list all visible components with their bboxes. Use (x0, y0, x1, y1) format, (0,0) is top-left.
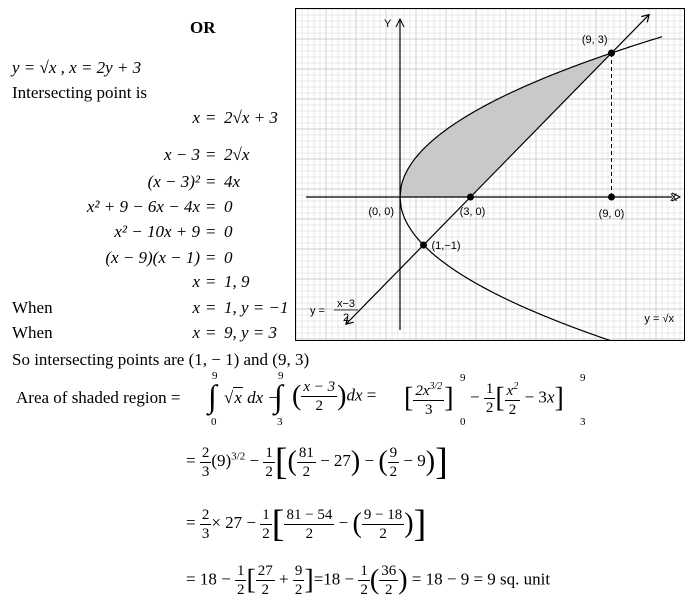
integral-sign-1: ∫ (208, 378, 217, 414)
given-equations: y = √x , x = 2y + 3 (12, 58, 142, 77)
graph-panel (295, 8, 685, 341)
area-step-3: = $\frac{2}{3}$ × 27 − $\frac{1}{2}$ [ $\frac{81 - 54}{2}$ − ( $\frac{9 - 18}{2}$ )] (186, 503, 427, 545)
when-equals: = (206, 298, 216, 317)
area-label: Area of shaded region = (16, 388, 181, 407)
step-equals: = (206, 222, 216, 241)
intersection-point (608, 194, 615, 201)
area-step-2: = $\frac{2}{3}$ $(9)^{3/2}$ − $\frac{1}{2}$ [( $\frac{81}{2}$ − 27) − ( $\frac{9}{2}$ − 9)] (186, 441, 448, 483)
step-lhs: x² + 9 − 6x − 4x (86, 197, 200, 216)
point-label-3-0: (3, 0) (459, 206, 486, 218)
final-answer: = 18 − 9 = 9 sq. unit (411, 569, 551, 589)
step-rhs: 0 (224, 248, 233, 267)
line-label-prefix: y = (310, 305, 325, 317)
point-label-9-0: (9, 0) (598, 208, 625, 220)
line-label-denominator: 2 (342, 312, 350, 324)
line-label-numerator: x−3 (336, 298, 356, 310)
graph-svg (296, 9, 684, 340)
step-equals: = (206, 248, 216, 267)
when-rhs: 9, y = 3 (224, 323, 278, 342)
curve-label: y = √x (644, 313, 674, 325)
area-label-text: Area of shaded region (16, 388, 167, 407)
point-label-9-3: (9, 3) (581, 34, 608, 46)
step-equals: = (206, 145, 216, 164)
step-rhs: 1, 9 (224, 272, 250, 291)
intersection-point (420, 242, 427, 249)
when-lhs: x (192, 298, 200, 317)
step-rhs: 0 (224, 197, 233, 216)
step-rhs: 2√x + 3 (224, 108, 278, 127)
step-rhs: 2√x (224, 145, 250, 164)
area-integral-expression: ∫ 9 0 √x dx − ∫ 9 3 ( $\frac{x - 3}{2}$ )dx = [ $\frac{2x^{3/2}}{3}$ ] 9 0 − $\frac{1}{2}$ [ $\frac{x^2}{2}$ − 3x] 9 3 (208, 370, 586, 428)
step-lhs: x² − 10x + 9 (114, 222, 200, 241)
intersection-point (467, 194, 474, 201)
intersection-conclusion: So intersecting points are (1, − 1) and (9, 3) (12, 350, 310, 369)
step-lhs: (x − 3)² (147, 172, 200, 191)
step-lhs: x − 3 (163, 145, 200, 164)
when-label: When (12, 298, 53, 317)
step-lhs: x (192, 108, 200, 127)
intersect-intro: Intersecting point is (12, 83, 148, 102)
when-equals: = (206, 323, 216, 342)
y-axis-label: Y (384, 18, 392, 30)
when-label: When (12, 323, 53, 342)
step-equals: = (206, 197, 216, 216)
intersection-point (608, 50, 615, 57)
step-equals: = (206, 172, 216, 191)
step-equals: = (206, 108, 216, 127)
line-x-minus-3-over-2 (346, 15, 649, 325)
step-equals: = (206, 272, 216, 291)
x-axis-label: X (670, 192, 678, 204)
point-label-0-0: (0, 0) (368, 206, 394, 218)
area-step-4: = 18 − $\frac{1}{2}$ [ $\frac{27}{2}$ + $\frac{9}{2}$ ]=18 − $\frac{1}{2}$ ( $\frac{36}{2}$ ) = 18 − 9 = 9 sq. unit (186, 563, 551, 598)
or-heading: OR (190, 18, 216, 37)
step-lhs: (x − 9)(x − 1) (105, 248, 200, 267)
step-rhs: 0 (224, 222, 233, 241)
point-label-1-minus-1: (1,−1) (431, 240, 461, 252)
when-lhs: x (192, 323, 200, 342)
integral-sign-2: ∫ (274, 378, 283, 414)
step-rhs: 4x (224, 172, 241, 191)
step-lhs: x (192, 272, 200, 291)
when-rhs: 1, y = −1 (224, 298, 289, 317)
